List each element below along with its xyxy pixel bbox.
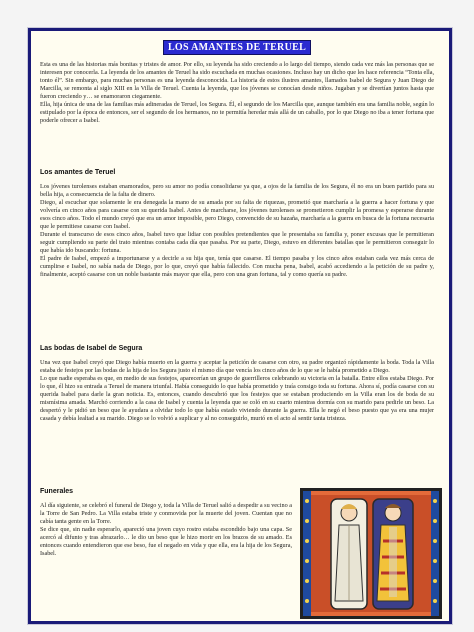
- intro-paragraph: Esta es una de las historias más bonitas y tristes de amor. Por ello, su leyenda ha sido creciendo a lo largo del tiempo, siendo cada vez más las personas que se interesen por conocerla. La leyenda de los amantes de Teruel ha sido escuchada en muchas ocasiones. Incluso hay un dicho que les hace referencia “Tonta ella, tonto él”. Sin embargo, para muchas personas es una leyenda desconocida. La historia de estos ilustres amantes, llamados Isabel de Segura y Juan Diego de Marcilla, se remonta al siglo XIII en la Villa de Teruel. Cuenta la leyenda, que los jóvenes se conocían desde niños. Jugaban y se divertían juntos hasta que fueron creciendo y… se enamoraron ciegamente. Ella, hija única de una de las familias más adineradas de Teruel, los Segura. Él, el segundo de los Marcilla que, aunque también era una familia noble, según lo estipulado por la época de entonces, ser el segundo de los hermanos, no te permitía heredar más allá de un caballo, por lo que Diego no iba a tener fortuna que poderle ofrecer a Isabel.: [40, 61, 434, 124]
- section-text-bodas: Una vez que Isabel creyó que Diego había muerto en la guerra y aceptar la petición de casarse con otro, su padre organizó rápidamente la boda. Toda la Villa estaba de festejos por las bodas de la hija de los Segura justo el mismo día que vencía los cinco años de lo que se le había prometido a Diego. Lo que nadie esperaba es que, en medio de sus festejos, aparecerían un grupo de guerrilleros celebrando su victoria en la batalla. Entre ellos estaba Diego. Por lo que, él hizo su entrada a Teruel de manera triunfal. Había conseguido lo que había prometido y traía consigo toda su fortuna. Ahora sí, podía casarse con su querida Isabel para darle la gran noticia. Es, entonces, cuando descubrió que los festejos que se estaban produciendo en la Villa eran los de boda de su mismísima amada. Marchó corriendo a la casa de Isabel y cuenta la leyenda que se coló en su cuarto mientras dormía con su marido para pedirle un beso. La despertó y le pidió un beso que le ayudara a olvidar todo lo que había estado viviendo durante la guerra. Ella le negó el beso puesto que ya era una mujer casada y debía lealtad a su marido. Diego se lo volvió a suplicar y al no conseguirlo, murió en el acto al sentir tanta tristeza.: [40, 359, 434, 422]
- section-heading-funerales: Funerales: [40, 488, 74, 495]
- section-heading-amantes: Los amantes de Teruel: [40, 169, 116, 176]
- document-title: LOS AMANTES DE TERUEL: [163, 40, 311, 55]
- medieval-lovers-painting-icon: [300, 488, 442, 619]
- section-heading-bodas: Las bodas de Isabel de Segura: [40, 345, 143, 352]
- section-text-amantes: Los jóvenes turolenses estaban enamorados, pero su amor no podía consolidarse ya que, a ojos de la familia de los Segura, él no era un buen partido para su bella hija, a consecuencia de la falta de dinero. Diego, al escuchar que solamente le era denegada la mano de su amada por su falta de riquezas, prometió que marcharía a la guerra a hacer fortuna y que volvería en cinco años para casarse con su querida Isabel. Antes de marcharse, los jóvenes turolenses se prometieron cumplir la promesa y esperarse durante esos cinco años. Todo el mundo creyó que era un amor imposible, pero Diego, convencido de su hazaña, marcharía a la guerra en busca de la fortuna necesaria que le permitiese casarse con Isabel. Durante el transcurso de esos cinco años, Isabel tuvo que lidiar con posibles pretendientes que le presentaba su familia y, poner excusas que le permitieran seguir cumpliendo su parte del trato mientras contaba cada día que pasaba. Por su parte, Diego, estuvo en diferentes batallas que le permitieron conseguir lo que había ido buscando: fortuna. El padre de Isabel, empezó a importunarse y a decirle a su hija que, tenía que casarse. El tiempo pasaba y los cinco años estaban cada vez más cerca de cumplirse e Isabel, no sabía nada de Diego, por lo que, creyó que había fallecido. Con mucha pena, Isabel, acabó accediendo a la petición de su padre y, finalmente, aceptó casarse con un noble bastante más mayor que ella, pero con una gran fortuna, tal y como quería su padre.: [40, 183, 434, 278]
- section-text-funerales: Al día siguiente, se celebró el funeral de Diego y, toda la Villa de Teruel salió a despedir a su vecino a la Torre de San Pedro. La Villa estaba triste y conmovida por la muerte del joven. Cuentan que no cabía tanta gente en la Torre. Se dice que, sin nadie esperarlo, apareció una joven cuyo rostro estaba escondido bajo una capa. Se acercó al difunto y tras abrazarlo… le dio un beso que le hizo morir en los brazos de su amado. Es entonces cuando entendieron que ese beso, fue el negado en vida y que ella, era la hija de los Segura, Isabel.: [40, 502, 292, 557]
